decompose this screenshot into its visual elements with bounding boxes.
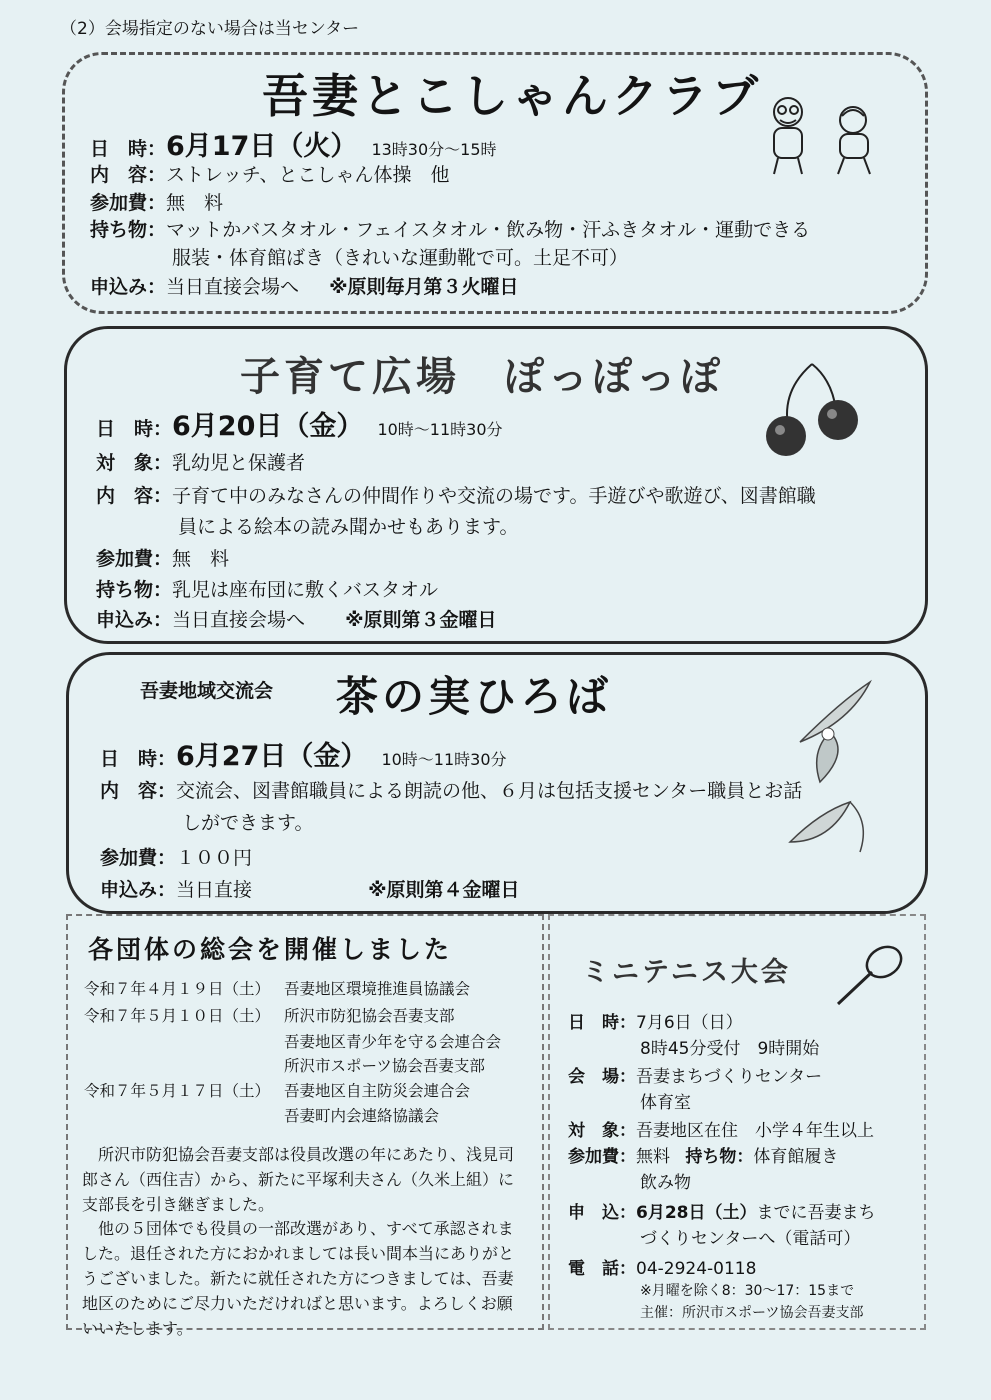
elderly-figures-illustration: [758, 90, 888, 180]
tennis-date-label: 日 時：: [568, 1013, 636, 1033]
meetings-paragraph-2: [82, 1216, 532, 1341]
meeting-row: [84, 1079, 471, 1101]
tennis-target: 吾妻地区在住 小学４年生以上: [636, 1121, 874, 1141]
club-apply: 当日直接会場へ: [166, 276, 300, 298]
tennis-date-row: [568, 1008, 743, 1033]
tennis-racket-icon: [828, 942, 908, 1012]
cha-apply-label: 申込み：: [100, 879, 177, 901]
popo-title: 子育て広場 ぽっぽっぽ: [240, 354, 724, 400]
tennis-venue-1: 吾妻まちづくりセンター: [636, 1067, 823, 1087]
paragraph-line: した。退任された方におかれましては長い間本当にありがと: [82, 1244, 515, 1263]
tennis-tel-label: 電 話：: [568, 1259, 636, 1279]
cha-fee-label: 参加費：: [100, 847, 177, 869]
tennis-tel-row: [568, 1254, 756, 1279]
meeting-org: 所沢市スポーツ協会吾妻支部: [284, 1057, 485, 1075]
popo-apply-row: [96, 605, 497, 632]
club-apply-row: [90, 272, 519, 299]
cha-content-1: 交流会、図書館職員による朗読の他、６月は包括支援センター職員とお話: [176, 780, 803, 802]
popo-apply-label: 申込み：: [96, 609, 173, 631]
figure-left-icon: [774, 98, 802, 174]
paragraph-line: 所沢市防犯協会吾妻支部は役員改選の年にあたり、浅見司: [98, 1145, 515, 1164]
tennis-apply-date: 6月28日（土）: [636, 1203, 757, 1223]
popo-date-label: 日 時：: [96, 418, 173, 440]
cha-content-label: 内 容：: [100, 780, 177, 802]
club-title: 吾妻とこしゃんクラブ: [262, 69, 762, 123]
club-time: 13時30分～15時: [371, 140, 497, 159]
tennis-apply-2: づくりセンターへ（電話可）: [640, 1229, 861, 1249]
paragraph-line: 支部長を引き継ぎました。: [82, 1195, 275, 1214]
cha-apply-note: ※原則第４金曜日: [368, 879, 520, 901]
club-items-1: マットかバスタオル・フェイスタオル・飲み物・汗ふきタオル・運動できる: [166, 219, 811, 241]
paragraph-line: 他の５団体でも役員の一部改選があり、すべて承認されま: [98, 1219, 514, 1238]
tennis-venue-2: 体育室: [640, 1093, 691, 1113]
club-content-row: [90, 160, 450, 187]
meeting-org: 吾妻地区環境推進員協議会: [284, 980, 471, 998]
cha-fee: １００円: [176, 847, 253, 869]
club-apply-note: ※原則毎月第３火曜日: [329, 276, 519, 298]
paragraph-line: うございました。新たに就任された方につきましては、吾妻: [82, 1269, 514, 1288]
section-note: （2）会場指定のない場合は当センター: [60, 19, 360, 39]
popo-content-label: 内 容：: [96, 485, 173, 507]
popo-target-label: 対 象：: [96, 452, 173, 474]
club-items-row-2: [172, 243, 628, 270]
cha-content-2: しができます。: [182, 812, 314, 834]
meeting-org: 吾妻地区青少年を守る会連合会: [284, 1033, 502, 1051]
paragraph-line: 郎さん（西住吉）から、新たに平塚利夫さん（久米上組）に: [82, 1170, 515, 1189]
tennis-tel: 04-2924-0118: [636, 1259, 757, 1279]
meeting-date: 令和７年４月１９日（土）: [84, 980, 271, 998]
tea-leaf-illustration: [780, 672, 890, 872]
tennis-time: 8時45分受付 9時開始: [640, 1039, 820, 1059]
meeting-org: 吾妻町内会連絡協議会: [284, 1107, 440, 1125]
meeting-row: [84, 1004, 455, 1026]
tennis-fee-label: 参加費：: [568, 1147, 636, 1167]
cha-time: 10時～11時30分: [381, 750, 507, 769]
popo-content-row-2: [178, 512, 518, 539]
popo-time: 10時～11時30分: [377, 420, 503, 439]
cha-date-label: 日 時：: [100, 748, 177, 770]
popo-items-row: [96, 575, 438, 602]
figure-right-icon: [838, 107, 870, 174]
cha-content-row: [100, 776, 802, 803]
cha-fee-row: [100, 843, 252, 870]
popo-content-1: 子育て中のみなさんの仲間作りや交流の場です。手遊びや歌遊び、図書館職: [172, 485, 816, 507]
cha-apply-row: [100, 875, 520, 902]
cha-apply: 当日直接: [176, 879, 253, 901]
popo-target-row: [96, 448, 305, 475]
tennis-items-label: 持ち物：: [685, 1147, 754, 1167]
popo-date: 6月20日（金）: [172, 411, 364, 442]
popo-apply: 当日直接会場へ: [172, 609, 306, 631]
popo-fee-row: [96, 544, 229, 571]
tennis-organizer: 主催：所沢市スポーツ協会吾妻支部: [640, 1305, 864, 1321]
club-fee-label: 参加費：: [90, 192, 167, 214]
club-date-label: 日 時：: [90, 138, 167, 160]
meeting-date: 令和７年５月１７日（土）: [84, 1082, 271, 1100]
cha-title: 茶の実ひろば: [336, 672, 613, 721]
cherry-illustration: [752, 360, 872, 460]
club-date: 6月17日（火）: [166, 131, 358, 162]
meeting-row: [84, 977, 471, 999]
tennis-tel-note: ※月曜を除く8：30～17：15まで: [640, 1283, 855, 1299]
cha-date-row: [100, 734, 507, 773]
meeting-org: 吾妻地区自主防災会連合会: [284, 1082, 471, 1100]
tennis-venue-label: 会 場：: [568, 1067, 636, 1087]
paragraph-line: 地区のためにご尽力いただければと思います。よろしくお願: [82, 1294, 513, 1313]
club-items-row: [90, 215, 810, 242]
popo-fee: 無 料: [172, 548, 230, 570]
club-items-2: 服装・体育館ばき（きれいな運動靴で可。土足不可）: [172, 247, 629, 269]
tennis-apply-label: 申 込：: [568, 1203, 636, 1223]
meetings-paragraph-1: [82, 1142, 532, 1217]
meeting-date: 令和７年５月１０日（土）: [84, 1007, 271, 1025]
cha-content-row-2: [182, 808, 313, 835]
club-date-row: [90, 124, 497, 163]
popo-content-row: [96, 481, 816, 508]
tennis-date: 7月6日（日）: [636, 1013, 743, 1033]
cha-subtitle: 吾妻地域交流会: [140, 680, 274, 702]
tennis-target-row: [568, 1116, 874, 1141]
popo-items-label: 持ち物：: [96, 579, 173, 601]
tennis-title: ミニテニス大会: [582, 957, 791, 988]
popo-date-row: [96, 404, 503, 443]
paragraph-line: いいたします。: [82, 1319, 193, 1338]
tennis-items-2: 飲み物: [640, 1173, 691, 1193]
popo-items: 乳児は座布団に敷くバスタオル: [172, 579, 439, 601]
club-apply-label: 申込み：: [90, 276, 167, 298]
club-content-label: 内 容：: [90, 164, 167, 186]
popo-fee-label: 参加費：: [96, 548, 173, 570]
popo-apply-note: ※原則第３金曜日: [345, 609, 497, 631]
meetings-title: 各団体の総会を開催しました: [88, 935, 453, 964]
tennis-fee: 無料: [636, 1147, 670, 1167]
meeting-org: 所沢市防犯協会吾妻支部: [284, 1007, 455, 1025]
club-fee-row: [90, 188, 223, 215]
popo-target: 乳幼児と保護者: [172, 452, 306, 474]
tennis-apply-1b: までに吾妻まち: [756, 1203, 876, 1223]
popo-content-2: 員による絵本の読み聞かせもあります。: [178, 516, 519, 538]
club-content: ストレッチ、とこしゃん体操 他: [166, 164, 450, 186]
tennis-apply-row: [568, 1198, 876, 1223]
tennis-target-label: 対 象：: [568, 1121, 636, 1141]
cha-date: 6月27日（金）: [176, 741, 368, 772]
club-fee: 無 料: [166, 192, 224, 214]
tennis-items-1: 体育館履き: [753, 1147, 839, 1167]
club-items-label: 持ち物：: [90, 219, 167, 241]
tennis-venue-row: [568, 1062, 822, 1087]
tennis-fee-row: [568, 1142, 838, 1167]
